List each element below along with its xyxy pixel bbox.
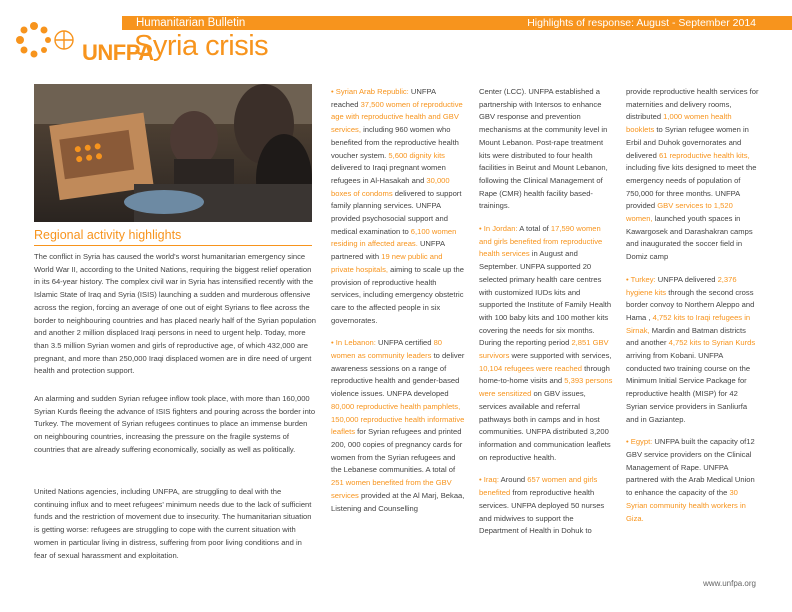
highlight-text: 6,100 women residing in affected areas. (331, 226, 457, 249)
highlight-text: 19 new public and private hospitals, (331, 252, 443, 274)
highlight-text: • In Lebanon: (331, 338, 376, 348)
unfpa-logo (6, 16, 154, 65)
body-text: to Syrian refugee women in Erbil and Duhok governorates and delivered (626, 125, 749, 160)
column-iraq-turkey-egypt (626, 86, 760, 535)
section-divider (34, 245, 312, 246)
body-text: delivered to support family planning services. UNFPA provided psychosocial support and medical examination to (331, 188, 462, 236)
highlights-label: Highlights of response: August - September 2014 (527, 17, 756, 29)
highlight-text: 5,600 dignity kits (388, 150, 445, 160)
highlight-text: • Syrian Arab Republic: (331, 87, 409, 96)
highlight-text: 10,104 refugees were reached (479, 363, 583, 373)
column-lebanon-jordan-iraq (479, 86, 613, 548)
highlight-text: 17,590 women and girls benefited from reproductive health services (479, 224, 603, 259)
body-text: in August and September. UNFPA supported 20 selected primary health care centres with customized IUDs kits and supported the Institute of Family Health with 100 baby kits and 100 mother kits covering the needs for six months. During the reporting period (479, 249, 612, 348)
body-text: UNFPA partnered with (331, 239, 445, 262)
regional-paragraph-2: An alarming and sudden Syrian refugee inflow took place, with more than 160,000 Syrian Kurds fleeing the advance of ISIS fighters and pouring across the border into Turkey. The movement of Syrian refugees continues to place an immense burden on neighbouring countries, increasing the pressure on the fragile systems of countries that are already suffering economically, socially as well as politically. (34, 394, 316, 454)
highlight-text: 251 women benefited from the GBV services (331, 478, 452, 500)
highlight-text: 2,851 GBV survivors (479, 338, 609, 361)
body-text: were supported with services, (509, 351, 612, 361)
highlight-text: 5,393 persons were sensitized (479, 376, 613, 399)
body-text: Mardin and Batman districts and another (626, 325, 746, 348)
body-text: delivered to Iraqi pregnant women refugees in Al-Hasakah and (331, 163, 446, 185)
body-text: UNFPA reached (331, 87, 436, 109)
highlight-text: 1,000 women health booklets (626, 112, 732, 135)
body-text: launched youth spaces in Kawargosek and Darashakran camps and inaugurated the soccer field in Domiz camp (626, 214, 753, 262)
body-text: to deliver awareness sessions on a range of reproductive health and gender-based violence issues. UNFPA developed (331, 351, 465, 399)
highlight-text: • In Jordan: (479, 224, 518, 234)
unfpa-logo-text: UNFPA (82, 40, 154, 65)
website-link[interactable]: www.unfpa.org (703, 579, 756, 588)
column-syria-lebanon (331, 86, 465, 525)
regional-paragraph-1: The conflict in Syria has caused the world's worst humanitarian emergency since World War II, according to the United Nations, requiring the biggest relief operation in its 64-year history. The complex civil war in Syria has intensified recently with the Islamic State of Iraq and Syria (ISIS) launching a sudden and murderous offensive across the region, forcing an average of one out of eight Syrians to flee across the border to neighbouring countries and has placed nearly half of the Syrian population and another 2 million displaced Iraqi persons in need to urgent help. Today, more than 3.5 million Syrian women and girls of reproductive age, of which 432,000 are pregnant, and more than 250,000 Iraqi displaced women are in dire need of urgent health and protection support. (34, 252, 317, 376)
body-text: including five kits designed to meet the emergency needs of population of 750,000 for three months. UNFPA provided (626, 163, 757, 211)
page-title: Syria crisis (134, 30, 269, 62)
highlight-text: 30 Syrian community health workers in Giza. (626, 488, 746, 523)
highlight-text: • Egypt: (626, 437, 653, 447)
body-text: arriving from Kobani. UNFPA conducted two training course on the Minimum Initial Service Package for reproductive health (MISP) for 42 Syrian service providers in Sanliurfa and in Gaziantep. (626, 351, 751, 424)
highlight-text: 2,376 hygiene kits (626, 274, 737, 297)
highlight-text: • Turkey: (626, 274, 656, 284)
highlight-text: 80 women as community leaders (331, 338, 443, 361)
iraq-continued-paragraph (626, 86, 760, 264)
iraq-paragraph (479, 474, 613, 538)
body-text: for Syrian refugees and printed 200, 000 copies of pregnancy cards for women from the Syrian refugees and the Lebanese communities. A total of (331, 427, 463, 475)
highlight-text: 37,500 women of reproductive age with reproductive health and GBV services, (331, 99, 463, 135)
egypt-paragraph (626, 436, 760, 525)
regional-heading: Regional activity highlights (34, 228, 182, 242)
body-text: through the second cross border convoy to Northern Aleppo and Hama , (626, 287, 755, 322)
body-text: A total of (517, 224, 551, 234)
body-text: from reproductive health services. UNFPA deployed 50 nurses and midwives to support the Department of Health in Dohuk to (479, 488, 605, 536)
body-text: aiming to scale up the provision of reproductive health services, including emergency obstetric care to the affected people in six governorates. (331, 264, 464, 325)
highlight-text: 4,752 kits to Iraqi refugees in Sirnak, (626, 312, 751, 335)
body-text: Center (LCC). UNFPA established a partnership with Intersos to enhance GBV response and prevention mechanisms at the community level in Mount Lebanon. Post-rape treatment kits were distributed to four health facilities in Beirut and Mount Lebanon, following the Clinical Management of Rape (CMR) health facility based-trainings. (479, 87, 608, 211)
lebanon-paragraph (331, 337, 465, 515)
highlight-text: 4,752 kits to Syrian Kurds (668, 338, 756, 348)
syria-paragraph (331, 86, 465, 327)
women-with-unfpa-box-photo (34, 84, 312, 222)
body-text: UNFPA built the capacity of12 GBV service providers on the Clinical Management of Rape. UNFPA partnered with the Arab Medical Union to enhance the capacity of the (626, 437, 755, 498)
body-text: provide reproductive health services for maternities and delivery rooms, distributed (626, 87, 759, 122)
body-text: UNFPA delivered (655, 274, 718, 284)
body-text: on GBV issues, services available and referral pathways both in camps and in host communities. UNFPA distributed 3,200 information and communication leaflets on reproductive health. (479, 389, 611, 462)
body-text: Around (498, 475, 528, 485)
lebanon-continued-paragraph (479, 86, 613, 213)
highlight-text: 61 reproductive health kits, (658, 150, 750, 160)
body-text: through home-to-home visits and (479, 363, 610, 386)
body-text: including 960 women who benefited from the reproductive health voucher system. (331, 125, 459, 160)
body-text: provided at the Al Marj, Bekaa, Listening and Counselling (331, 490, 465, 513)
body-text: UNFPA certified (375, 338, 434, 348)
regional-paragraph-3: United Nations agencies, including UNFPA, are struggling to deal with the continuing influx and to meet refugees' minimum needs due to the lack of sufficient funds and the restriction of movement due to insecurity. The humanitarian situation is getting worse: refugees are struggling to cope with the current situation with women in particular living in distress, suffering from poor living conditions and in fear of sexual harassment and exploitation. (34, 487, 312, 560)
highlight-text: • Iraq: (479, 475, 499, 485)
highlight-text: GBV services to 1,520 women, (626, 201, 733, 224)
turkey-paragraph (626, 274, 760, 426)
highlight-text: 80,000 reproductive health pamphlets, 150,000 reproductive health informative leaflets (331, 401, 465, 437)
unfpa-dots-icon (6, 16, 76, 64)
highlight-text: 30,000 boxes of condoms (331, 175, 450, 198)
bulletin-label: Humanitarian Bulletin (136, 17, 246, 29)
highlight-text: 657 women and girls benefited (479, 475, 598, 498)
jordan-paragraph (479, 223, 613, 464)
